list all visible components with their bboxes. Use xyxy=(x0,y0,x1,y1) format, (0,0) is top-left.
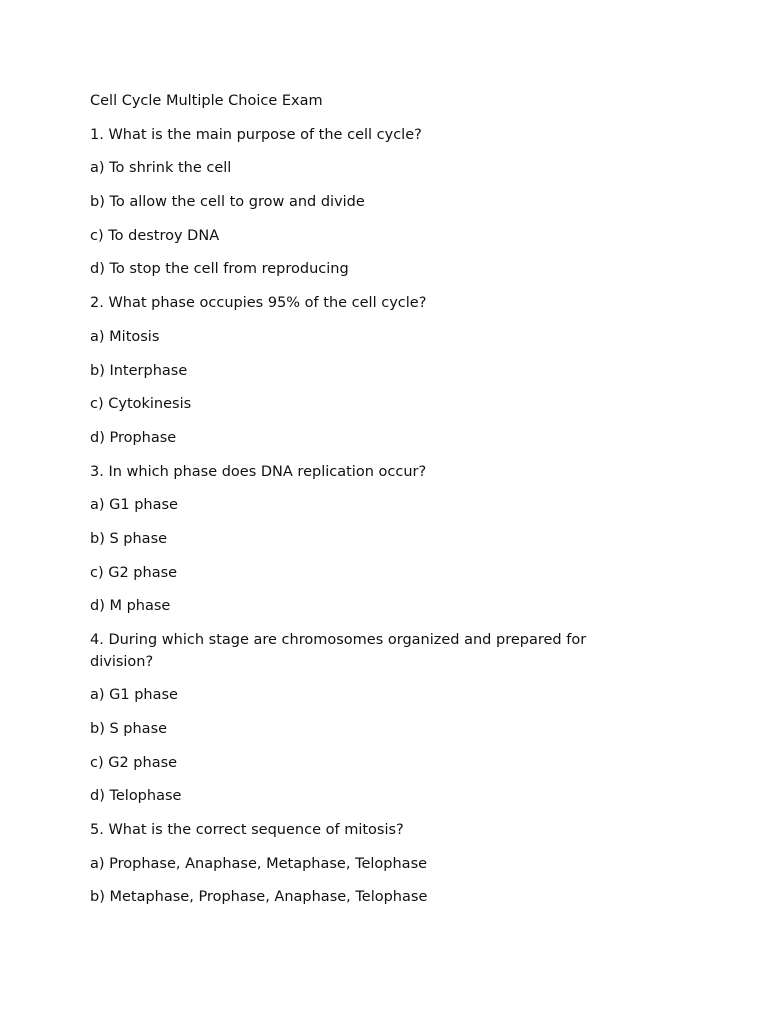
answer-option: d) M phase xyxy=(90,598,171,615)
answer-option: a) Prophase, Anaphase, Metaphase, Telophase xyxy=(90,855,428,872)
answer-option: b) S phase xyxy=(90,530,168,547)
question-prompt: 5. What is the correct sequence of mitosis? xyxy=(90,821,404,838)
answer-option: d) Prophase xyxy=(90,429,177,446)
answer-option: d) To stop the cell from reproducing xyxy=(90,261,349,278)
answer-option: b) To allow the cell to grow and divide xyxy=(90,194,365,211)
question-2 xyxy=(90,293,630,449)
question-4 xyxy=(90,630,630,808)
answer-option: c) G2 phase xyxy=(90,564,178,581)
answer-option: b) Metaphase, Prophase, Anaphase, Telophase xyxy=(90,889,428,906)
question-prompt: 3. In which phase does DNA replication occur? xyxy=(90,463,427,480)
exam-title: Cell Cycle Multiple Choice Exam xyxy=(90,93,323,109)
answer-option: a) Mitosis xyxy=(90,328,160,345)
answer-option: b) Interphase xyxy=(90,362,188,379)
question-5 xyxy=(90,820,630,909)
answer-option: c) To destroy DNA xyxy=(90,227,220,244)
answer-option: c) G2 phase xyxy=(90,754,178,771)
answer-option: a) G1 phase xyxy=(90,497,178,514)
answer-option: a) G1 phase xyxy=(90,687,178,704)
question-3 xyxy=(90,462,630,618)
answer-option: b) S phase xyxy=(90,720,168,737)
question-prompt: 1. What is the main purpose of the cell cycle? xyxy=(90,126,422,143)
answer-option: a) To shrink the cell xyxy=(90,160,232,177)
answer-option: d) Telophase xyxy=(90,788,182,805)
exam-document xyxy=(90,91,630,921)
question-prompt: 2. What phase occupies 95% of the cell cycle? xyxy=(90,295,427,312)
question-1 xyxy=(90,125,630,281)
question-prompt: 4. During which stage are chromosomes organized and prepared for division? xyxy=(90,632,587,670)
answer-option: c) Cytokinesis xyxy=(90,396,192,413)
